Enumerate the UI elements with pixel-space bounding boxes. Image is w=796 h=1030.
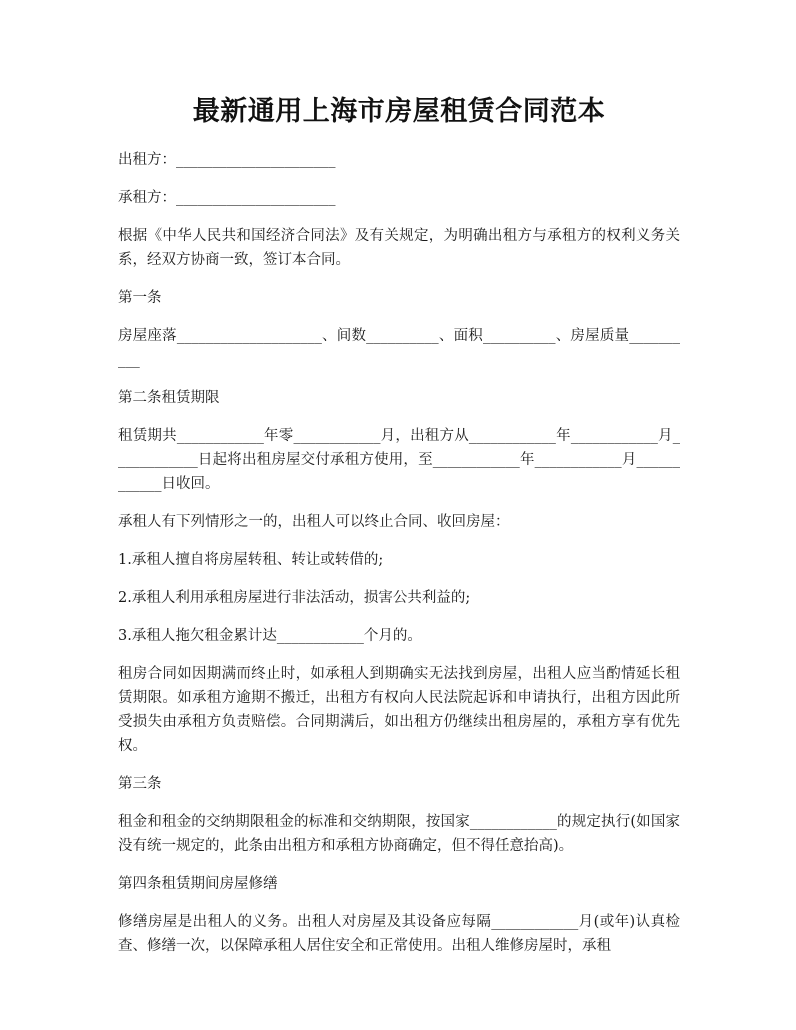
termination-item-2: 2.承租人利用承租房屋进行非法活动，损害公共利益的; [118, 590, 471, 606]
expiry-paragraph: 租房合同如因期满而终止时，如承租人到期确实无法找到房屋，出租人应当酌情延长租赁期限。如承租方逾期不搬迁，出租方有权向人民法院起诉和申请执行，出租方因此所受损失由承租方负责赔偿。合同期满后，如出租方仍继续出租房屋的，承租方享有优先权。 [118, 666, 680, 754]
article-4-body: 修缮房屋是出租人的义务。出租人对房屋及其设备应每隔____________月(或年)认真检查、修缮一次，以保障承租人居住安全和正常使用。出租人维修房屋时，承租 [118, 914, 680, 954]
termination-intro: 承租人有下列情形之一的，出租人可以终止合同、收回房屋： [118, 514, 510, 530]
article-3-heading: 第三条 [118, 776, 162, 792]
lessee-line: 承租方：______________________ [118, 190, 336, 206]
article-1-body: 房屋座落____________________、间数__________、面积__________、房屋质量__________ [118, 328, 680, 368]
article-2-body: 租赁期共____________年零____________月，出租方从____________年____________月____________日起将出租房屋交付承租方使用，至____________年____________月____________日收回。 [118, 428, 680, 492]
lessor-line: 出租方：______________________ [118, 152, 336, 168]
document-page [118, 92, 680, 972]
article-3-body: 租金和租金的交纳期限租金的标准和交纳期限，按国家____________的规定执行(如国家没有统一规定的，此条由出租方和承租方协商确定，但不得任意抬高)。 [118, 814, 680, 854]
termination-item-1: 1.承租人擅自将房屋转租、转让或转借的; [118, 552, 384, 568]
document-title: 最新通用上海市房屋租赁合同范本 [192, 96, 606, 127]
article-1-heading: 第一条 [118, 290, 162, 306]
article-4-heading: 第四条租赁期间房屋修缮 [118, 876, 278, 892]
article-2-heading: 第二条租赁期限 [118, 390, 220, 406]
preamble-paragraph: 根据《中华人民共和国经济合同法》及有关规定，为明确出租方与承租方的权利义务关系，经双方协商一致，签订本合同。 [118, 228, 680, 268]
termination-item-3: 3.承租人拖欠租金累计达____________个月的。 [118, 628, 422, 644]
